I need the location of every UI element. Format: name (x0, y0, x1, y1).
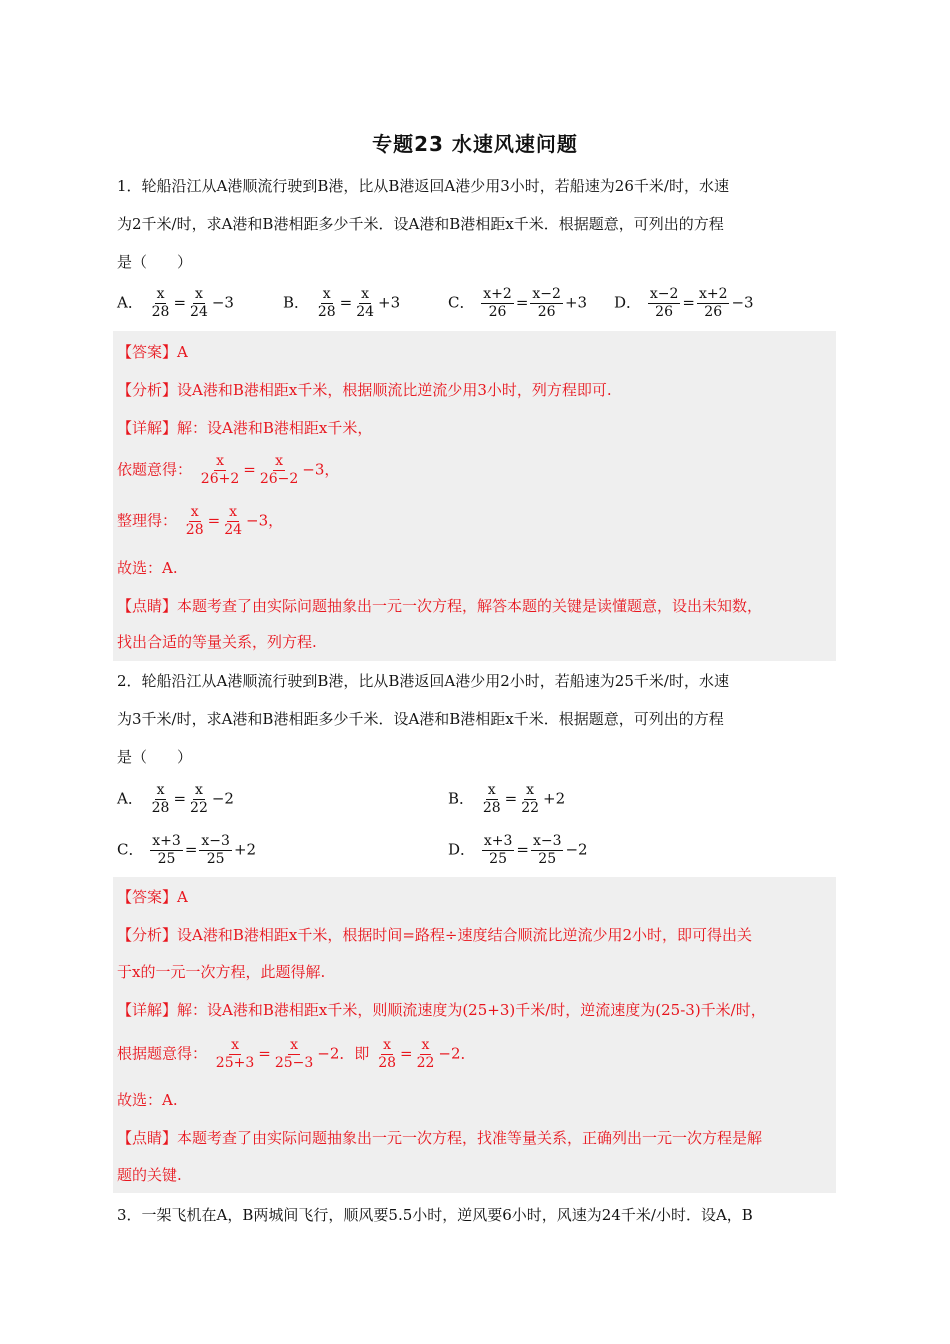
q3-text-line-1: 3．一架飞机在A，B两城间飞行，顺风要5.5小时，逆风要6小时，风速为24千米/小时．设A，B (117, 1206, 753, 1224)
q1-detail: 【详解】解：设A港和B港相距x千米， (117, 419, 373, 437)
q1-text-line-3: 是（ ） (117, 253, 193, 271)
q1-option-b[interactable]: B． $\frac{x}{28}$ = $\frac{x}{24}$ +3 (283, 286, 401, 320)
q1-comment-line-2: 找出合适的等量关系，列方程. (117, 633, 317, 651)
q1-equation-1: 依题意得： $\frac{x}{26+2}$ = $\frac{x}{26-2}$ −3， (117, 453, 340, 487)
q1-option-d[interactable]: D． $\frac{x-2}{26}$ = $\frac{x+2}{26}$ −3 (614, 286, 754, 320)
q2-text-line-2: 为3千米/时，求A港和B港相距多少千米．设A港和B港相距x千米．根据题意，可列出的方程 (117, 710, 724, 728)
q2-option-a[interactable]: A． $\frac{x}{28}$ = $\frac{x}{22}$ −2 (117, 782, 234, 816)
q1-text-line-2: 为2千米/时，求A港和B港相距多少千米．设A港和B港相距x千米．根据题意，可列出的方程 (117, 215, 724, 233)
q2-analysis-line-2: 于x的一元一次方程，此题得解. (117, 963, 326, 981)
q2-answer: 【答案】A (117, 888, 188, 906)
q1-answer: 【答案】A (117, 343, 188, 361)
q2-comment-line-1: 【点睛】本题考查了由实际问题抽象出一元一次方程，找准等量关系，正确列出一元一次方程是解 (117, 1129, 763, 1147)
q2-option-c[interactable]: C． $\frac{x+3}{25}$ = $\frac{x-3}{25}$ +2 (117, 833, 257, 867)
q1-text-line-1: 1．轮船沿江从A港顺流行驶到B港，比从B港返回A港少用3小时，若船速为26千米/时，水速 (117, 177, 729, 195)
q2-detail: 【详解】解：设A港和B港相距x千米，则顺流速度为(25+3)千米/时，逆流速度为(25-3)千米/时， (117, 1001, 766, 1019)
q2-option-b[interactable]: B． $\frac{x}{28}$ = $\frac{x}{22}$ +2 (448, 782, 566, 816)
q2-choose: 故选：A. (117, 1091, 178, 1109)
q1-option-c[interactable]: C． $\frac{x+2}{26}$ = $\frac{x-2}{26}$ +3 (448, 286, 588, 320)
q2-comment-line-2: 题的关键. (117, 1166, 182, 1184)
q2-equation: 根据题意得： $\frac{x}{25+3}$ = $\frac{x}{25-3}$ −2．即 $\frac{x}{28}$ = $\frac{x}{22}$ −2． (117, 1037, 476, 1071)
q1-comment-line-1: 【点睛】本题考查了由实际问题抽象出一元一次方程，解答本题的关键是读懂题意，设出未知数， (117, 597, 763, 615)
q1-option-a[interactable]: A． $\frac{x}{28}$ = $\frac{x}{24}$ −3 (117, 286, 234, 320)
q2-option-d[interactable]: D． $\frac{x+3}{25}$ = $\frac{x-3}{25}$ −2 (448, 833, 588, 867)
q2-text-line-3: 是（ ） (117, 748, 193, 766)
q2-analysis-line-1: 【分析】设A港和B港相距x千米，根据时间=路程÷速度结合顺流比逆流少用2小时，即可得出关 (117, 926, 752, 944)
q1-choose: 故选：A. (117, 559, 178, 577)
q1-equation-2: 整理得： $\frac{x}{28}$ = $\frac{x}{24}$ −3， (117, 504, 284, 538)
page-title: 专题23 水速风速问题 (372, 132, 578, 156)
q1-analysis: 【分析】设A港和B港相距x千米，根据顺流比逆流少用3小时，列方程即可. (117, 381, 612, 399)
q2-text-line-1: 2．轮船沿江从A港顺流行驶到B港，比从B港返回A港少用2小时，若船速为25千米/时，水速 (117, 672, 729, 690)
